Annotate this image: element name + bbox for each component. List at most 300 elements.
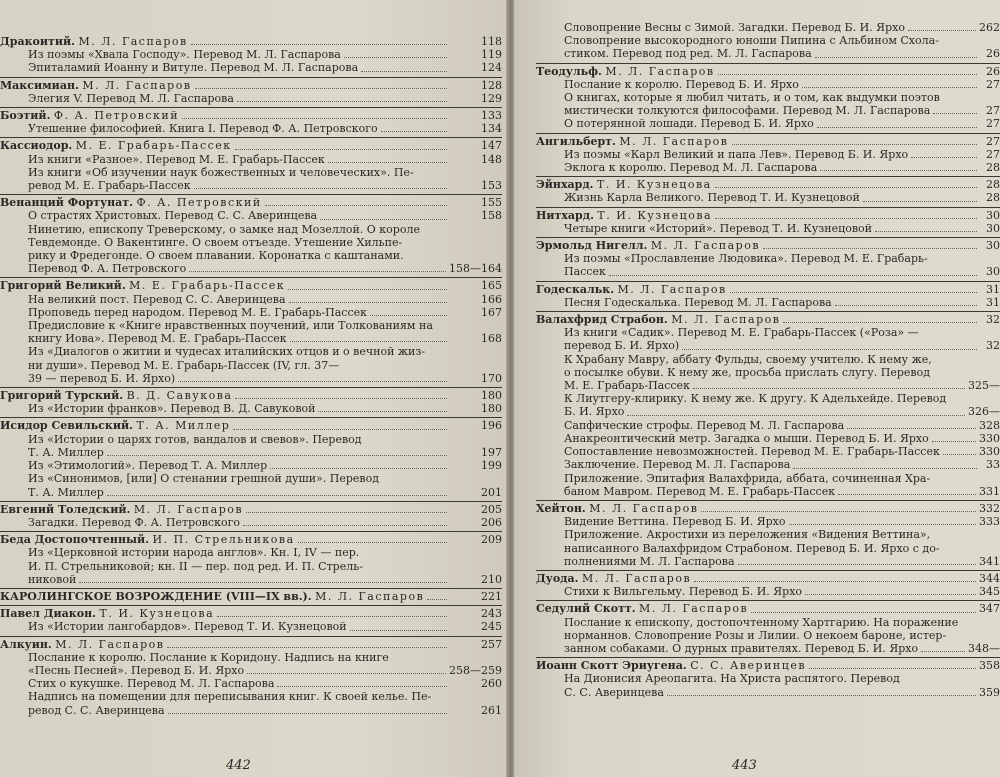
dot-leader: [235, 149, 447, 150]
page-ref: 32: [986, 313, 1000, 327]
dot-leader: [802, 87, 977, 88]
page-ref: 344: [979, 571, 1000, 585]
section-editor: М. Л. Гаспаров: [617, 282, 727, 296]
work-line: [0, 48, 502, 61]
author-name: Дракоитий.: [0, 35, 76, 48]
work-line: [536, 252, 1000, 265]
work-title: И. П. Стрельниковой; кн. II — пер. под ред. И. П. Стрель-: [28, 559, 363, 573]
work-line: [536, 78, 1000, 91]
work-title: мистически толкуются философами. Перевод М. Л. Гаспарова: [564, 104, 931, 118]
page-ref: 30: [986, 239, 1000, 253]
page-ref: 30: [986, 208, 1000, 222]
work-line: [0, 372, 502, 385]
author-heading: [536, 313, 780, 326]
work-line: [0, 690, 502, 703]
toc-entry: [0, 77, 502, 105]
work-line: [0, 209, 502, 222]
work-title: Из «Этимологий». Перевод Т. А. Миллер: [28, 459, 268, 473]
work-line: [0, 332, 502, 345]
work-line: [0, 651, 502, 664]
author-heading: [536, 239, 760, 252]
work-line: [536, 91, 1000, 104]
work-title: ревод М. Е. Грабарь-Пассек: [28, 179, 191, 193]
dot-leader: [682, 349, 977, 350]
author-name: Беда Достопочтенный.: [0, 533, 150, 547]
toc-entry: [0, 194, 502, 275]
work-line: [0, 402, 502, 415]
dot-leader: [79, 582, 447, 583]
dot-leader: [191, 44, 447, 45]
dot-leader: [350, 630, 447, 631]
work-title: Песня Годескалька. Перевод М. Л. Гаспарова: [564, 295, 832, 309]
work-title: Стихи к Вильгельму. Перевод Б. И. Ярхо: [564, 585, 803, 599]
toc-entry: [536, 600, 1000, 655]
page-ref: 333: [979, 515, 1000, 529]
work-line: [0, 236, 502, 249]
section-editor: М. Л. Гаспаров: [619, 134, 729, 148]
work-title: Четыре книги «Историй». Перевод Т. И. Кузнецовой: [564, 221, 872, 235]
page-ref: 28: [986, 191, 1000, 205]
dot-leader: [847, 428, 976, 429]
author-name: Годескальк.: [536, 282, 615, 296]
work-line: [536, 339, 1000, 352]
page-ref: 33: [986, 458, 1000, 472]
page-ref: 245: [481, 620, 502, 634]
work-line: [0, 359, 502, 372]
author-heading: [536, 502, 698, 515]
work-title: Элегия V. Перевод М. Л. Гаспарова: [28, 91, 234, 105]
work-line: [536, 542, 1000, 555]
work-title: Послание к королю. Перевод Б. И. Ярхо: [564, 77, 799, 91]
page-ref: 129: [481, 91, 502, 105]
author-name: Дуода.: [536, 571, 579, 585]
author-line: [0, 35, 502, 48]
author-heading: [0, 419, 230, 432]
dot-leader: [809, 668, 976, 669]
author-heading: [536, 178, 712, 191]
author-name: Григорий Великий.: [0, 279, 126, 293]
work-line: [536, 405, 1000, 418]
work-title: баном Мавром. Перевод М. Е. Грабарь-Пассек: [564, 484, 836, 498]
page-ref: 26: [986, 47, 1000, 61]
page-ref: 118: [481, 35, 502, 48]
dot-leader: [835, 305, 977, 306]
section-editor: М. Л. Гаспаров: [639, 602, 749, 616]
page-ref: 158—164: [449, 262, 502, 276]
page-ref: 31: [986, 282, 1000, 296]
author-line: [0, 607, 502, 620]
work-line: [0, 433, 502, 446]
author-heading: [0, 533, 295, 546]
author-name: Ангильберт.: [536, 134, 616, 148]
page-ref: 166: [481, 292, 502, 306]
work-title: Послание к епископу, достопочтенному Хартгарию. На поражение: [564, 615, 959, 629]
author-line: [0, 79, 502, 92]
page-ref: 261: [481, 703, 502, 717]
page-ref: 27: [986, 147, 1000, 161]
work-title: Из «Синонимов, [или] О стенании грешной души». Перевод: [28, 472, 380, 486]
work-line: [536, 458, 1000, 471]
toc-entry: [536, 657, 1000, 699]
toc-entry: [536, 207, 1000, 235]
right-toc: [536, 20, 1000, 701]
section-editor: И. П. Стрельникова: [152, 533, 295, 547]
dot-leader: [763, 248, 977, 249]
author-name: Кассиодор.: [0, 139, 73, 153]
author-name: Максимиан.: [0, 78, 79, 92]
page-ref: 345: [979, 585, 1000, 599]
dot-leader: [270, 468, 447, 469]
work-title: никовой: [28, 572, 77, 586]
author-heading: [536, 659, 806, 672]
author-line: [0, 419, 502, 432]
work-line: [536, 326, 1000, 339]
section-editor: М. Л. Гаспаров: [82, 78, 192, 92]
toc-entry: [536, 133, 1000, 175]
dot-leader: [217, 616, 447, 617]
work-line: [536, 686, 1000, 699]
author-line: [0, 590, 502, 603]
author-heading: [0, 139, 232, 152]
page-ref: 167: [481, 305, 502, 319]
dot-leader: [194, 188, 447, 189]
author-name: Григорий Турский.: [0, 389, 124, 403]
work-line: [536, 419, 1000, 432]
work-line: [0, 459, 502, 472]
author-name: Эйнхард.: [536, 178, 594, 192]
author-heading: [536, 283, 727, 296]
page-ref: 119: [481, 48, 502, 62]
page-ref: 147: [481, 139, 502, 153]
section-editor: Т. И. Кузнецова: [99, 607, 215, 621]
author-name: Исидор Севильский.: [0, 419, 134, 433]
work-title: К Лиутгеру-клирику. К нему же. К другу. К Адельхейде. Перевод: [564, 392, 947, 406]
work-line: [536, 642, 1000, 655]
page-ref: 153: [481, 179, 502, 193]
work-title: о посылке обуви. К нему же, просьба прислать слугу. Перевод: [564, 365, 930, 379]
author-name: Седулий Скотт.: [536, 602, 636, 616]
work-title: Стих о кукушке. Перевод М. Л. Гаспарова: [28, 677, 275, 691]
dot-leader: [168, 713, 447, 714]
section-editor: М. Л. Гаспаров: [78, 35, 188, 48]
page-ref: 26: [986, 64, 1000, 78]
dot-leader: [732, 144, 978, 145]
work-line: [0, 293, 502, 306]
work-line: [536, 366, 1000, 379]
work-title: Приложение. Эпитафия Валахфрида, аббата, сочиненная Хра-: [564, 471, 931, 485]
page-ref: 201: [481, 485, 502, 499]
dot-leader: [265, 205, 447, 206]
work-title: Из поэмы «Хвала Господу». Перевод М. Л. Гаспарова: [28, 48, 341, 62]
dot-leader: [182, 118, 447, 119]
work-line: [0, 546, 502, 559]
dot-leader: [320, 219, 447, 220]
author-line: [0, 533, 502, 546]
toc-entry: [0, 636, 502, 717]
work-line: [536, 47, 1000, 60]
work-line: [536, 104, 1000, 117]
toc-entry: [536, 281, 1000, 309]
toc-entry: [536, 570, 1000, 598]
work-line: [0, 664, 502, 677]
author-heading: [0, 279, 285, 292]
work-line: [536, 555, 1000, 568]
toc-entry: [0, 107, 502, 135]
work-title: «Песнь Песней». Перевод Б. И. Ярхо: [28, 663, 245, 677]
toc-entry: [0, 34, 502, 75]
author-heading: [0, 196, 262, 209]
toc-entry: [536, 20, 1000, 61]
toc-entry: [536, 63, 1000, 131]
author-heading: [536, 209, 712, 222]
dot-leader: [178, 381, 447, 382]
page-ref: 28: [986, 161, 1000, 175]
page-ref: 328: [979, 418, 1000, 432]
page-ref: 30: [986, 221, 1000, 235]
work-line: [0, 573, 502, 586]
dot-leader: [667, 695, 976, 696]
work-title: норманнов. Словопрение Розы и Лилии. О некоем бароне, истер-: [564, 628, 947, 642]
work-line: [536, 392, 1000, 405]
right-page: [514, 0, 1000, 777]
page-ref: 348—: [968, 641, 1000, 655]
dot-leader: [817, 127, 977, 128]
author-line: [536, 659, 1000, 672]
work-title: рику и Фредегонде. О своем плавании. Коронатка с каштанами.: [28, 249, 404, 263]
work-title: Б. И. Ярхо: [564, 405, 625, 419]
work-title: стиком. Перевод под ред. М. Л. Гаспарова: [564, 47, 812, 61]
work-line: [536, 515, 1000, 528]
author-heading: [0, 590, 424, 603]
author-line: [536, 283, 1000, 296]
section-editor: Т. И. Кузнецова: [597, 178, 712, 192]
section-editor: С. С. Аверинцев: [690, 659, 807, 673]
dot-leader: [189, 271, 446, 272]
page-ref: 326—: [968, 405, 1000, 419]
author-heading: [536, 602, 748, 615]
dot-leader: [288, 289, 447, 290]
page-ref: 165: [481, 279, 502, 293]
work-line: [536, 432, 1000, 445]
author-line: [536, 209, 1000, 222]
work-line: [0, 92, 502, 105]
dot-leader: [328, 162, 447, 163]
work-title: Видение Веттина. Перевод Б. И. Ярхо: [564, 515, 786, 529]
dot-leader: [815, 57, 977, 58]
page-ref: 27: [986, 134, 1000, 148]
author-heading: [536, 135, 729, 148]
dot-leader: [246, 512, 447, 513]
work-title: Из книги «Об изучении наук божественных и человеческих». Пе-: [28, 165, 414, 179]
work-line: [0, 446, 502, 459]
author-line: [536, 65, 1000, 78]
author-heading: [0, 607, 214, 620]
work-title: С. С. Аверинцева: [564, 685, 664, 699]
dot-leader: [167, 647, 447, 648]
work-title: 39 — перевод Б. И. Ярхо): [28, 371, 176, 385]
page-ref: 180: [481, 402, 502, 416]
work-title: Из книги «Разное». Перевод М. Е. Грабарь-Пассек: [28, 152, 325, 166]
work-title: Из поэмы «Карл Великий и папа Лев». Перевод Б. И. Ярхо: [564, 147, 909, 161]
work-line: [0, 262, 502, 275]
dot-leader: [943, 454, 976, 455]
dot-leader: [715, 218, 977, 219]
page-ref: 28: [986, 178, 1000, 192]
work-line: [536, 353, 1000, 366]
author-heading: [0, 79, 192, 92]
section-editor: М. Л. Гаспаров: [650, 239, 761, 253]
page-ref: 210: [481, 572, 502, 586]
dot-leader: [627, 415, 965, 416]
page-ref: 27: [986, 117, 1000, 131]
page-ref: 168: [481, 332, 502, 346]
section-editor: М. Л. Гаспаров: [315, 589, 425, 603]
work-title: Предисловие к «Книге нравственных поучений, или Толкованиям на: [28, 319, 433, 333]
section-editor: М. Л. Гаспаров: [133, 502, 244, 516]
work-title: ни души». Перевод М. Е. Грабарь-Пассек (IV, гл. 37—: [28, 358, 340, 372]
toc-entry: [0, 387, 502, 415]
work-title: О книгах, которые я любил читать, и о том, как выдумки поэтов: [564, 91, 940, 105]
author-name: Венанций Фортунат.: [0, 196, 133, 210]
author-name: Нитхард.: [536, 208, 594, 222]
dot-leader: [911, 157, 977, 158]
work-title: Приложение. Акростихи из переложения «Видения Веттина»,: [564, 528, 931, 542]
author-heading: [0, 109, 179, 122]
author-name: Павел Диакон.: [0, 607, 96, 621]
section-editor: М. Л. Гаспаров: [605, 64, 715, 78]
author-name: Теодульф.: [536, 64, 602, 78]
work-title: Из «Церковной истории народа англов». Кн. I, IV — пер.: [28, 546, 360, 560]
author-heading: [536, 65, 715, 78]
dot-leader: [427, 599, 447, 600]
dot-leader: [933, 113, 977, 114]
dot-leader: [277, 686, 447, 687]
author-heading: [0, 35, 188, 48]
dot-leader: [195, 88, 447, 89]
author-line: [0, 503, 502, 516]
author-name: Иоанн Скотт Эриугена.: [536, 659, 687, 673]
dot-leader: [875, 231, 977, 232]
author-name: КАРОЛИНГСКОЕ ВОЗРОЖДЕНИЕ (VIII—IX вв.).: [0, 589, 312, 603]
page-ref: 31: [986, 295, 1000, 309]
work-title: Надпись на помещении для переписывания книг. К своей келье. Пе-: [28, 690, 432, 704]
right-page-number: 443: [732, 758, 757, 773]
work-line: [0, 516, 502, 529]
page-ref: 158: [481, 209, 502, 223]
author-heading: [536, 572, 691, 585]
section-editor: Т. И. Кузнецова: [597, 208, 713, 222]
work-title: На Дионисия Ареопагита. На Христа распятого. Перевод: [564, 672, 900, 686]
dot-leader: [820, 170, 977, 171]
dot-leader: [370, 315, 447, 316]
page-ref: 331: [979, 484, 1000, 498]
work-line: [536, 485, 1000, 498]
dot-leader: [789, 524, 977, 525]
page-ref: 30: [986, 265, 1000, 279]
page-ref: 196: [481, 419, 502, 433]
section-editor: М. Е. Грабарь-Пассек: [75, 139, 232, 153]
dot-leader: [863, 201, 977, 202]
work-title: Из «Диалогов о житии и чудесах италийских отцов и о вечной жиз-: [28, 345, 426, 359]
work-title: Жизнь Карла Великого. Перевод Т. И. Кузнецовой: [564, 191, 860, 205]
page-ref: 170: [481, 371, 502, 385]
dot-leader: [290, 341, 447, 342]
work-line: [0, 486, 502, 499]
dot-leader: [932, 441, 976, 442]
work-title: Словопрение высокородного юноши Пипина с Альбином Схола-: [564, 34, 939, 48]
section-editor: М. Л. Гаспаров: [589, 501, 699, 515]
page-ref: 359: [979, 685, 1000, 699]
dot-leader: [107, 455, 447, 456]
dot-leader: [921, 651, 965, 652]
author-name: Эрмольд Нигелл.: [536, 239, 648, 253]
dot-leader: [233, 429, 447, 430]
work-title: Анакреонтический метр. Загадка о мыши. Перевод Б. И. Ярхо: [564, 431, 929, 445]
work-line: [0, 620, 502, 633]
work-title: Загадки. Перевод Ф. А. Петровского: [28, 515, 240, 529]
work-title: полнениями М. Л. Гаспарова: [564, 554, 735, 568]
work-line: [536, 117, 1000, 130]
dot-leader: [318, 411, 447, 412]
author-heading: [0, 389, 232, 402]
dot-leader: [235, 398, 447, 399]
work-line: [0, 472, 502, 485]
work-line: [536, 629, 1000, 642]
work-title: Из поэмы «Прославление Людовика». Перевод М. Е. Грабарь-: [564, 252, 928, 266]
dot-leader: [793, 468, 977, 469]
dot-leader: [805, 594, 976, 595]
dot-leader: [693, 388, 965, 389]
page-ref: 199: [481, 459, 502, 473]
work-title: Проповедь перед народом. Перевод М. Е. Грабарь-Пассек: [28, 305, 368, 319]
author-line: [536, 178, 1000, 191]
work-title: О страстях Христовых. Перевод С. С. Аверинцева: [28, 209, 318, 223]
author-name: Валахфрид Страбон.: [536, 313, 668, 327]
author-line: [0, 196, 502, 209]
page-ref: 330: [979, 431, 1000, 445]
work-title: Нинетию, епископу Треверскому, о замке над Мозеллой. О короле: [28, 222, 420, 236]
toc-entry: [536, 176, 1000, 204]
work-line: [0, 122, 502, 135]
page-ref: 148: [481, 152, 502, 166]
work-line: [0, 153, 502, 166]
work-line: [536, 191, 1000, 204]
toc-entry: [0, 501, 502, 529]
dot-leader: [908, 30, 976, 31]
dot-leader: [361, 71, 447, 72]
section-editor: В. Д. Савукова: [126, 389, 233, 403]
work-line: [0, 223, 502, 236]
work-line: [536, 21, 1000, 34]
work-title: Эпиталамий Иоанну и Витуле. Перевод М. Л. Гаспарова: [28, 61, 359, 75]
work-line: [0, 306, 502, 319]
left-page-number: 442: [226, 758, 251, 773]
work-title: Из «Истории франков». Перевод В. Д. Савуковой: [28, 402, 316, 416]
page-ref: 358: [979, 659, 1000, 673]
page-ref: 32: [986, 339, 1000, 353]
work-title: Т. А. Миллер: [28, 485, 104, 499]
work-line: [536, 528, 1000, 541]
work-title: Перевод Ф. А. Петровского: [28, 262, 187, 276]
page-ref: 209: [481, 533, 502, 547]
work-line: [0, 166, 502, 179]
work-title: перевод Б. И. Ярхо): [564, 339, 680, 353]
work-title: написанного Валахфридом Страбоном. Перевод Б. И. Ярхо с до-: [564, 541, 940, 555]
work-line: [536, 379, 1000, 392]
dot-leader: [243, 525, 447, 526]
work-line: [536, 296, 1000, 309]
work-title: Тевдемонде. О Вакентинге. О своем отъезде. Утешение Хильпе-: [28, 235, 403, 249]
